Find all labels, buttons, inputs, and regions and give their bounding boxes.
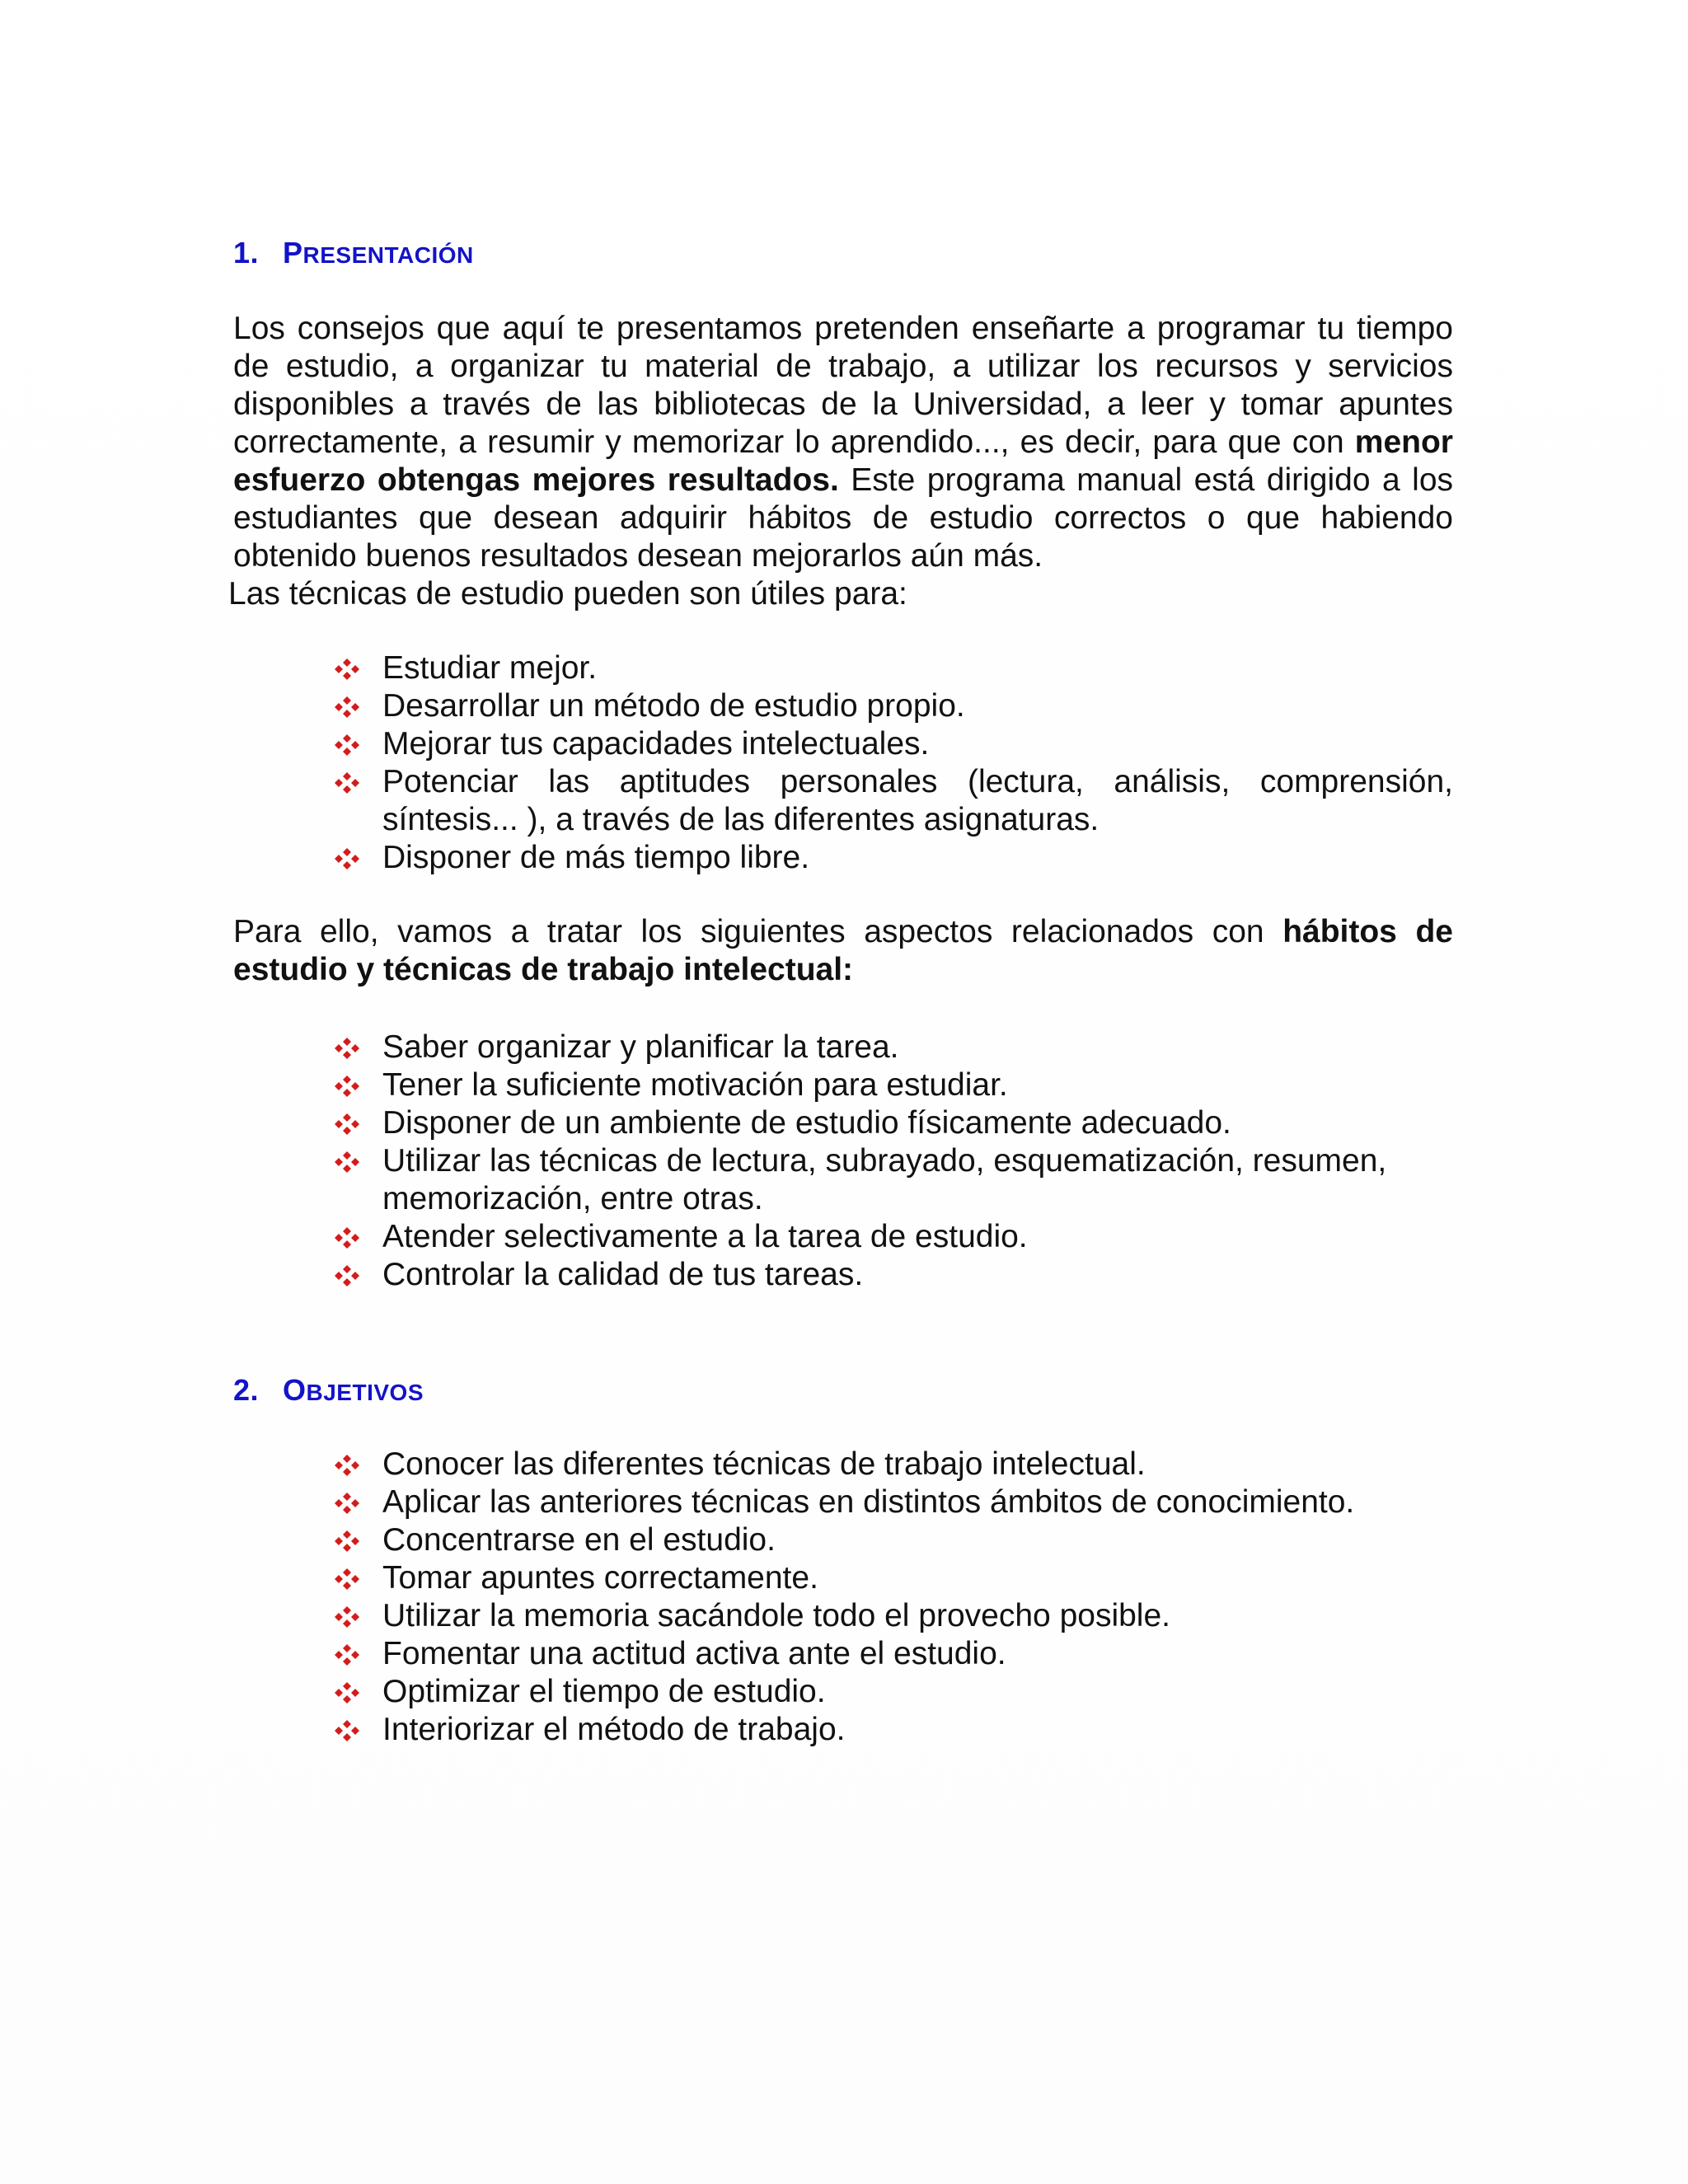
useful-list: [233, 649, 1453, 877]
diamond-cluster-icon: [335, 1076, 359, 1097]
section-title-initial: P: [283, 236, 303, 269]
useful-intro: Las técnicas de estudio pueden son útiles para:: [228, 576, 907, 612]
section-title-initial: O: [283, 1373, 307, 1407]
diamond-cluster-icon: [335, 1606, 359, 1628]
diamond-cluster-icon: [335, 1530, 359, 1552]
diamond-cluster-icon: [335, 1038, 359, 1059]
list-item-text: Utilizar las técnicas de lectura, subrayado, esquematización, resumen, memorización, entre otras.: [382, 1143, 1387, 1216]
section-heading-presentacion: [233, 236, 1453, 270]
diamond-cluster-icon: [335, 1265, 359, 1286]
aspects-text: Para ello, vamos a tratar los siguientes aspectos relacionados con: [233, 914, 1264, 949]
intro-text-2: Este programa manual está dirigido a los estudiantes que desean adquirir hábitos de estudio correctos o que habiendo obtenido buenos resultados desean mejorarlos aún más.: [233, 462, 1454, 574]
aspects-list: [233, 1029, 1453, 1294]
list-item: [335, 1521, 1453, 1559]
diamond-cluster-icon: [335, 696, 359, 718]
list-item-text: Aplicar las anteriores técnicas en distintos ámbitos de conocimiento.: [382, 1484, 1355, 1520]
list-item-text: Desarrollar un método de estudio propio.: [382, 688, 965, 724]
diamond-cluster-icon: [335, 1644, 359, 1666]
list-item: [335, 1559, 1453, 1597]
section-number: 2.: [233, 1373, 260, 1407]
list-item: [335, 1597, 1453, 1635]
objectives-list: [233, 1446, 1453, 1749]
section-title-rest: RESENTACIÓN: [302, 242, 474, 268]
list-item-text: Utilizar la memoria sacándole todo el provecho posible.: [382, 1598, 1170, 1633]
intro-paragraph: [233, 310, 1453, 575]
list-item: [335, 1066, 1453, 1104]
list-item-text: Tener la suficiente motivación para estudiar.: [382, 1067, 1008, 1103]
list-item: [335, 1635, 1453, 1673]
list-item-text: Controlar la calidad de tus tareas.: [382, 1257, 864, 1292]
list-item-text: Interiorizar el método de trabajo.: [382, 1712, 846, 1747]
list-item: [335, 649, 1453, 687]
list-item-text: Fomentar una actitud activa ante el estudio.: [382, 1636, 1006, 1671]
diamond-cluster-icon: [335, 848, 359, 869]
diamond-cluster-icon: [335, 1493, 359, 1514]
list-item: [335, 1104, 1453, 1142]
intro-bold-text: menor esfuerzo obtengas mejores resultados.: [233, 424, 1453, 498]
diamond-cluster-icon: [335, 1227, 359, 1249]
diamond-cluster-icon: [335, 1682, 359, 1704]
list-item-text: Potenciar las aptitudes personales (lectura, análisis, comprensión, síntesis... ), a través de las diferentes asignaturas.: [382, 764, 1453, 837]
list-item-text: Disponer de un ambiente de estudio físicamente adecuado.: [382, 1105, 1231, 1141]
list-item-text: Conocer las diferentes técnicas de trabajo intelectual.: [382, 1446, 1146, 1482]
diamond-cluster-icon: [335, 1455, 359, 1476]
list-item-text: Atender selectivamente a la tarea de estudio.: [382, 1219, 1028, 1254]
intro-text-1: Los consejos que aquí te presentamos pretenden enseñarte a programar tu tiempo de estudio, a organizar tu material de trabajo, a utilizar los recursos y servicios disponibles a través de las bibliotecas de la Universidad, a leer y tomar apuntes correctamente, a resumir y memorizar lo aprendido..., es decir, para que con: [233, 311, 1453, 460]
section-heading-objetivos: [233, 1373, 1453, 1408]
list-item: [335, 1483, 1453, 1521]
list-item-text: Tomar apuntes correctamente.: [382, 1560, 818, 1596]
list-item: [335, 725, 1453, 763]
list-item: [335, 687, 1453, 725]
diamond-cluster-icon: [335, 658, 359, 680]
list-item: [335, 1142, 1453, 1218]
list-item-text: Disponer de más tiempo libre.: [382, 840, 810, 875]
diamond-cluster-icon: [335, 734, 359, 756]
document-content: [228, 231, 1454, 1749]
aspects-bold-text: hábitos de estudio y técnicas de trabajo intelectual:: [233, 914, 1453, 987]
list-item: [335, 1029, 1453, 1066]
list-item-text: Estudiar mejor.: [382, 650, 598, 686]
diamond-cluster-icon: [335, 1151, 359, 1173]
list-item: [335, 839, 1453, 877]
list-item: [335, 763, 1453, 839]
list-item-text: Optimizar el tiempo de estudio.: [382, 1674, 826, 1709]
section-number: 1.: [233, 236, 260, 269]
diamond-cluster-icon: [335, 772, 359, 794]
diamond-cluster-icon: [335, 1113, 359, 1135]
list-item: [335, 1446, 1453, 1483]
list-item-text: Mejorar tus capacidades intelectuales.: [382, 726, 930, 762]
aspects-paragraph: [233, 913, 1453, 989]
list-item: [335, 1256, 1453, 1294]
list-item-text: Concentrarse en el estudio.: [382, 1522, 776, 1558]
diamond-cluster-icon: [335, 1720, 359, 1741]
section-title-rest: BJETIVOS: [306, 1380, 424, 1405]
list-item: [335, 1673, 1453, 1711]
list-item: [335, 1218, 1453, 1256]
list-item-text: Saber organizar y planificar la tarea.: [382, 1029, 899, 1065]
list-item: [335, 1711, 1453, 1749]
diamond-cluster-icon: [335, 1568, 359, 1590]
